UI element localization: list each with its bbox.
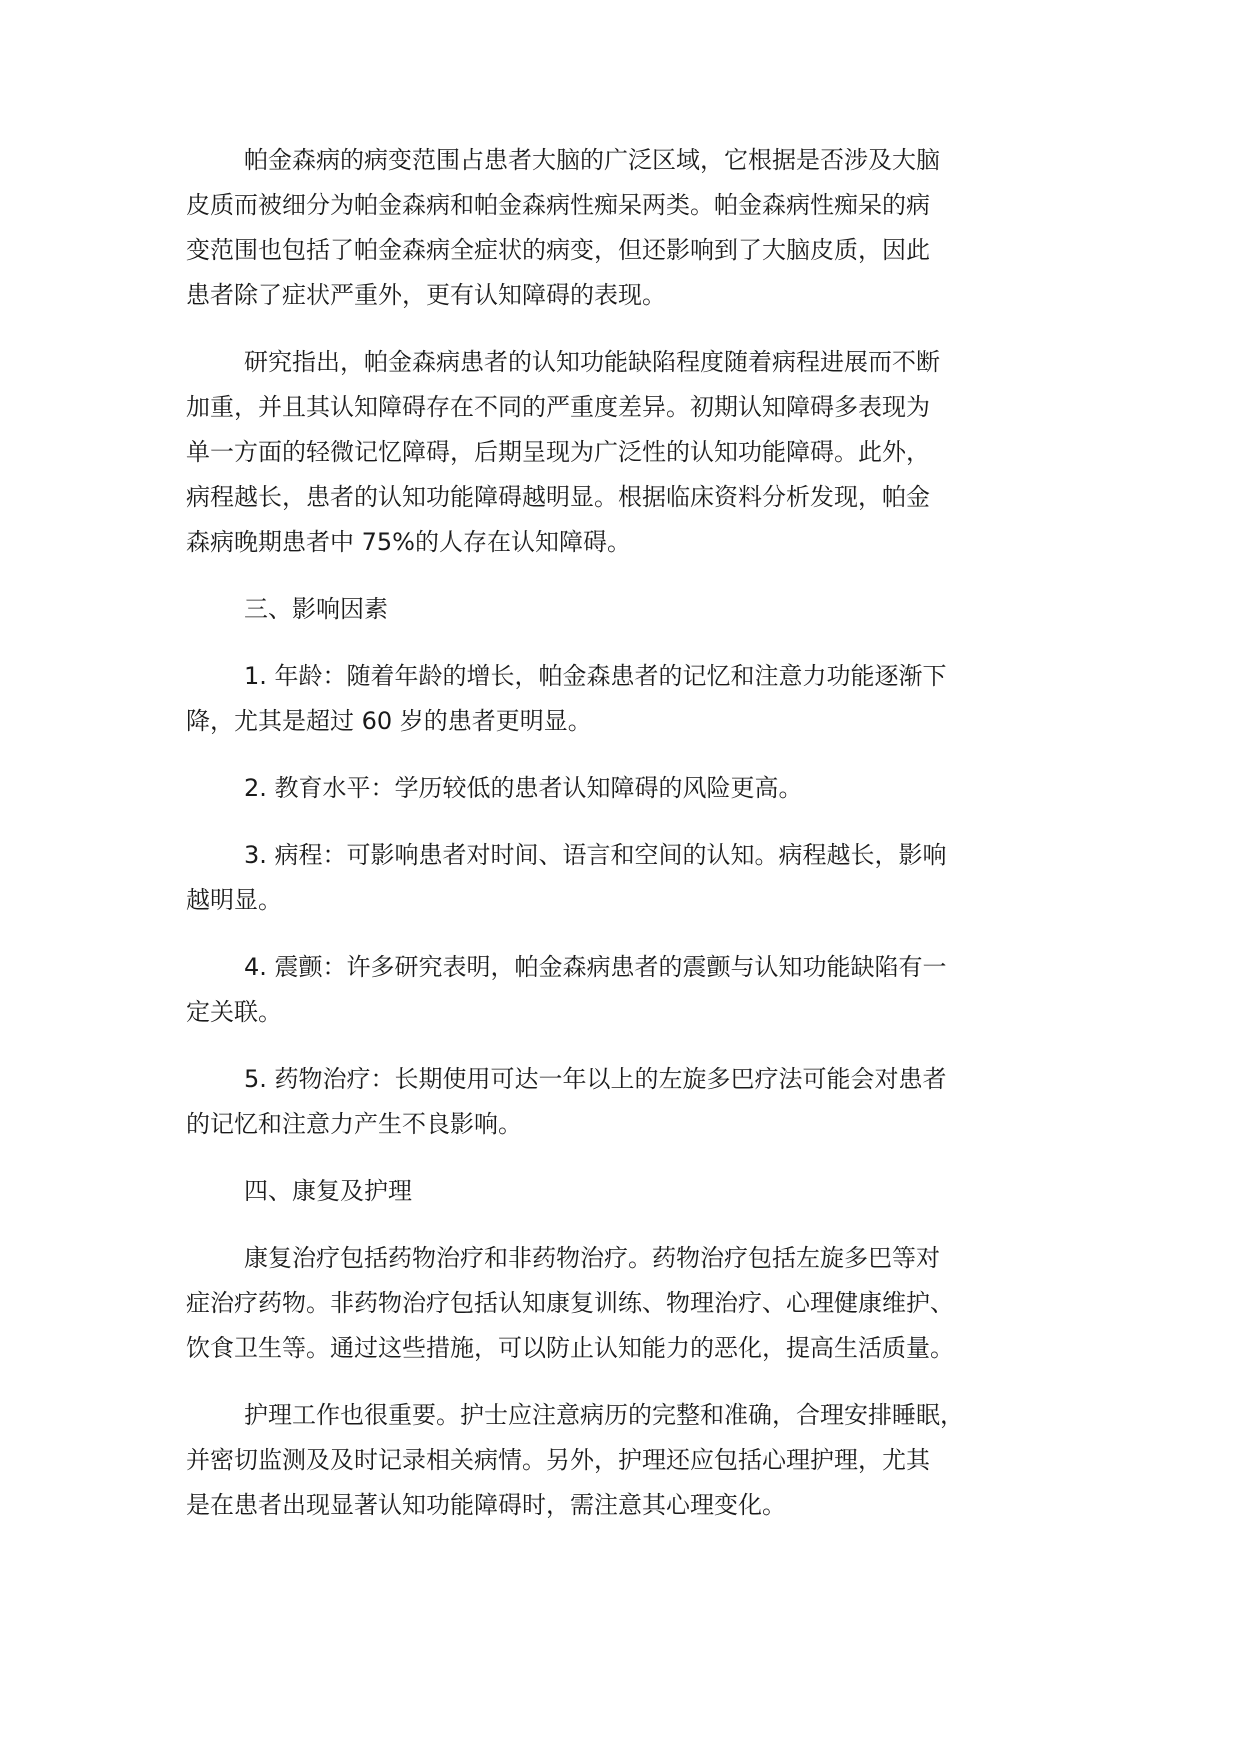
text-line: 皮质而被细分为帕金森病和帕金森病性痴呆两类。帕金森病性痴呆的病 [186, 191, 930, 219]
text-line: 变范围也包括了帕金森病全症状的病变，但还影响到了大脑皮质，因此 [186, 236, 930, 264]
text-line: 并密切监测及及时记录相关病情。另外，护理还应包括心理护理，尤其 [186, 1446, 930, 1474]
section-heading-influencing-factors [186, 587, 1082, 632]
list-item-education [186, 766, 1082, 811]
text-line: 森病晚期患者中 75%的人存在认知障碍。 [186, 528, 631, 556]
text-line: 单一方面的轻微记忆障碍，后期呈现为广泛性的认知功能障碍。此外， [186, 438, 930, 466]
paragraph-research-findings [186, 340, 1082, 565]
paragraph-pd-lesion-scope [186, 138, 1082, 318]
text-line: 康复治疗包括药物治疗和非药物治疗。药物治疗包括左旋多巴等对 [244, 1244, 940, 1272]
text-line: 定关联。 [186, 998, 282, 1026]
text-line: 3. 病程：可影响患者对时间、语言和空间的认知。病程越长，影响 [244, 841, 947, 869]
section-heading-rehab-nursing [186, 1169, 1082, 1214]
text-line: 是在患者出现显著认知功能障碍时，需注意其心理变化。 [186, 1491, 786, 1519]
paragraph-nursing [186, 1393, 1082, 1528]
text-line: 4. 震颤：许多研究表明，帕金森病患者的震颤与认知功能缺陷有一 [244, 953, 947, 981]
text-line: 降，尤其是超过 60 岁的患者更明显。 [186, 707, 592, 735]
text-line: 饮食卫生等。通过这些措施，可以防止认知能力的恶化，提高生活质量。 [186, 1334, 954, 1362]
text-line: 护理工作也很重要。护士应注意病历的完整和准确，合理安排睡眠， [244, 1401, 964, 1429]
text-line: 帕金森病的病变范围占患者大脑的广泛区域，它根据是否涉及大脑 [244, 146, 940, 174]
text-line: 2. 教育水平：学历较低的患者认知障碍的风险更高。 [244, 774, 803, 802]
text-line: 研究指出，帕金森病患者的认知功能缺陷程度随着病程进展而不断 [244, 348, 940, 376]
text-line: 越明显。 [186, 886, 282, 914]
list-item-tremor [186, 945, 1082, 1035]
list-item-age [186, 654, 1082, 744]
text-line: 的记忆和注意力产生不良影响。 [186, 1110, 522, 1138]
text-line: 加重，并且其认知障碍存在不同的严重度差异。初期认知障碍多表现为 [186, 393, 930, 421]
list-item-disease-course [186, 833, 1082, 923]
text-line: 患者除了症状严重外，更有认知障碍的表现。 [186, 281, 666, 309]
paragraph-rehabilitation [186, 1236, 1082, 1371]
heading-text: 四、康复及护理 [244, 1177, 412, 1205]
heading-text: 三、影响因素 [244, 595, 388, 623]
document-page [186, 138, 1082, 1550]
text-line: 病程越长，患者的认知功能障碍越明显。根据临床资料分析发现，帕金 [186, 483, 930, 511]
text-line: 症治疗药物。非药物治疗包括认知康复训练、物理治疗、心理健康维护、 [186, 1289, 954, 1317]
text-line: 5. 药物治疗：长期使用可达一年以上的左旋多巴疗法可能会对患者 [244, 1065, 947, 1093]
list-item-drug-therapy [186, 1057, 1082, 1147]
text-line: 1. 年龄：随着年龄的增长，帕金森患者的记忆和注意力功能逐渐下 [244, 662, 947, 690]
